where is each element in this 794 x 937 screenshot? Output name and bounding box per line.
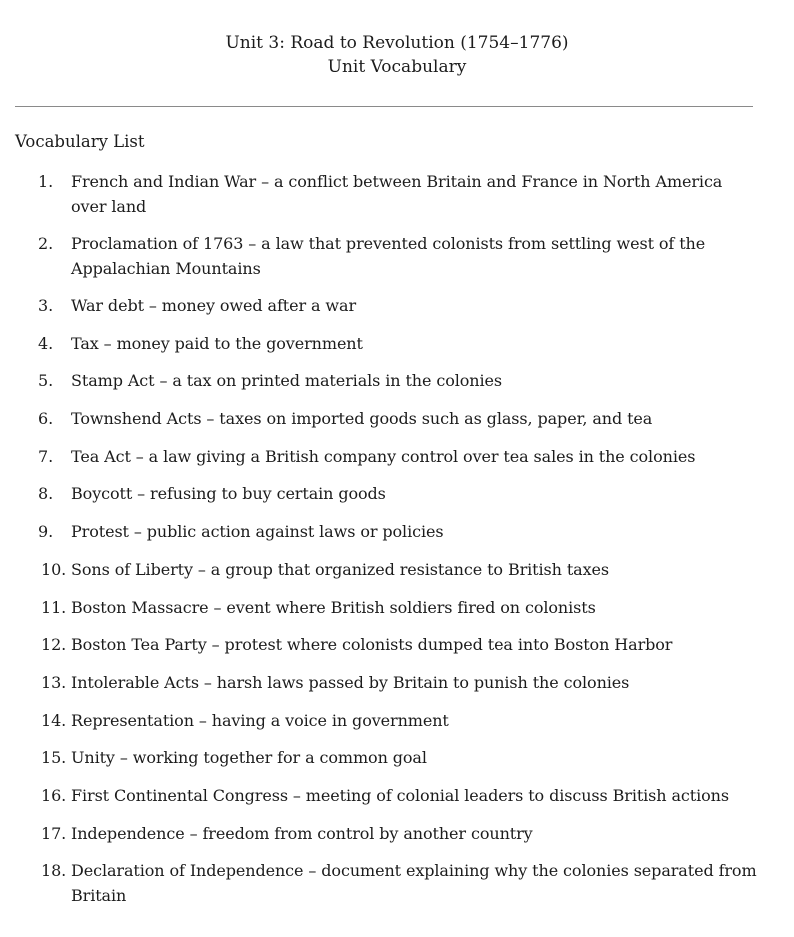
item-number: 7.: [38, 446, 54, 466]
item-number: 18.: [41, 861, 67, 881]
section-title: Vocabulary List: [15, 132, 145, 151]
item-number: 6.: [38, 409, 54, 429]
item-text: Representation – having a voice in government: [71, 710, 449, 730]
item-text: War debt – money owed after a war: [71, 296, 357, 315]
item-text: Protest – public action against laws or policies: [71, 522, 444, 542]
item-number: 17.: [41, 823, 67, 843]
item-number: 3.: [38, 296, 54, 315]
vocabulary-item: [0, 859, 761, 908]
item-text: Tax – money paid to the government: [71, 333, 363, 353]
item-text: Independence – freedom from control by another country: [71, 823, 533, 843]
item-text: Intolerable Acts – harsh laws passed by Britain to punish the colonies: [71, 672, 630, 692]
item-text: Boston Tea Party – protest where colonists dumped tea into Boston Harbor: [71, 635, 673, 655]
vocabulary-item: [0, 407, 761, 432]
vocabulary-item: [0, 671, 761, 696]
vocabulary-item: [0, 784, 761, 809]
vocabulary-item: [0, 520, 761, 545]
item-text: Boycott – refusing to buy certain goods: [71, 484, 386, 504]
item-text: French and Indian War – a conflict between Britain and France in North America over land: [71, 172, 723, 216]
item-number: 15.: [41, 748, 67, 768]
item-number: 1.: [38, 172, 54, 191]
unit-subtitle: Unit Vocabulary: [327, 57, 467, 77]
item-text: Unity – working together for a common goal: [71, 748, 427, 768]
item-text: Sons of Liberty – a group that organized resistance to British taxes: [71, 559, 609, 579]
vocabulary-item: [0, 232, 761, 281]
vocabulary-item: [0, 332, 761, 357]
item-text: Stamp Act – a tax on printed materials in the colonies: [71, 371, 502, 391]
vocabulary-item: [0, 822, 761, 847]
item-number: 14.: [41, 710, 67, 730]
item-number: 5.: [38, 371, 54, 391]
item-text: Proclamation of 1763 – a law that prevented colonists from settling west of the Appalachian Mountains: [71, 234, 706, 278]
header-divider: [15, 106, 753, 107]
vocabulary-item: [0, 633, 761, 658]
vocabulary-item: [0, 596, 761, 621]
item-text: Declaration of Independence – document explaining why the colonies separated from Britain: [71, 861, 757, 905]
vocabulary-item: [0, 709, 761, 734]
vocabulary-item: [0, 170, 761, 219]
item-number: 4.: [38, 333, 54, 353]
item-number: 10.: [41, 559, 67, 579]
vocabulary-item: [0, 746, 761, 771]
vocabulary-list: [0, 170, 794, 921]
item-text: Boston Massacre – event where British soldiers fired on colonists: [71, 597, 596, 617]
item-number: 13.: [41, 672, 67, 692]
item-number: 8.: [38, 484, 54, 504]
item-text: First Continental Congress – meeting of colonial leaders to discuss British actions: [71, 785, 729, 805]
unit-title: Unit 3: Road to Revolution (1754–1776): [225, 33, 569, 53]
vocabulary-item: [0, 482, 761, 507]
vocabulary-item: [0, 369, 761, 394]
item-number: 9.: [38, 522, 54, 542]
vocabulary-item: [0, 294, 761, 319]
item-number: 16.: [41, 785, 67, 805]
item-text: Tea Act – a law giving a British company control over tea sales in the colonies: [71, 446, 696, 466]
item-number: 12.: [41, 635, 67, 655]
vocabulary-item: [0, 558, 761, 583]
item-text: Townshend Acts – taxes on imported goods such as glass, paper, and tea: [71, 409, 653, 429]
item-number: 2.: [38, 234, 54, 253]
item-number: 11.: [41, 597, 67, 617]
document-header: [0, 31, 794, 79]
vocabulary-item: [0, 445, 761, 470]
